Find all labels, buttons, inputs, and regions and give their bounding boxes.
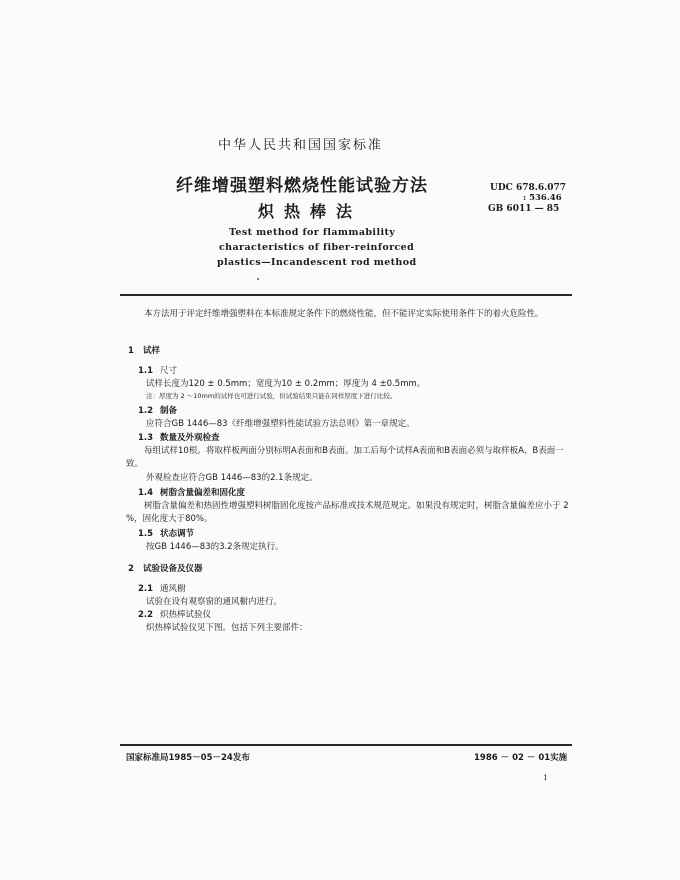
document-subtitle: 炽热棒法 [258,202,363,221]
document-title: 纤维增强塑料燃烧性能试验方法 [176,176,428,196]
section-1-1-number: 1.1 [138,366,154,376]
section-2-1-title: 通风橱 [160,584,186,594]
page-number: 1 [543,773,548,782]
standard-name: 中华人民共和国国家标准 [218,138,384,153]
section-1-3-text-1: 每组试样10根。将取样板两面分别标明A表面和B表面。加工后每个试样A表面和B表面必须与取样板A、B表面一致。 [126,446,564,469]
effective-date: 1986 － 02 － 01实施 [474,753,568,763]
section-1-number: 1 [128,346,134,356]
section-2-1-number: 2.1 [138,584,154,594]
english-title-line-1: Test method for flammability [229,227,396,238]
section-1-2-number: 1.2 [138,406,154,416]
section-1-1-title: 尺寸 [160,366,178,376]
udc-code: UDC 678.6.077 [490,183,567,193]
section-1-4-number: 1.4 [138,488,154,498]
udc-subcode: : 536.46 [523,193,562,203]
section-2-2-text: 炽热棒试验仪见下图。包括下列主要部件： [146,623,308,633]
issue-date: 国家标准局1985－05－24发布 [126,753,250,763]
header-divider [120,294,572,296]
section-1-1-note: 注：厚度为 2 ～10mm的试样也可进行试验，但试验结果只能在同样厚度下进行比较。 [146,392,397,400]
intro-paragraph: 本方法用于评定纤维增强塑料在本标准规定条件下的燃烧性能，但不能评定实际使用条件下的着火危险性。 [144,309,544,319]
section-2-2-number: 2.2 [138,610,154,620]
section-2-title: 试验设备及仪器 [143,564,203,574]
stray-mark [257,278,259,280]
section-1-3-number: 1.3 [138,433,154,443]
section-1-4-text: 树脂含量偏差和热固性增强塑料树脂固化度按产品标准或技术规范规定。如果没有规定时，树脂含量偏差应小于 2 %，固化度大于80%。 [126,501,569,524]
section-1-3-title: 数量及外观检查 [160,433,220,443]
section-1-5-number: 1.5 [138,529,154,539]
section-1-3-text-2: 外观检查应符合GB 1446—83的2.1条规定。 [146,473,318,483]
footer-divider [120,744,572,746]
section-1-4-title: 树脂含量偏差和固化度 [160,488,246,498]
section-1-title: 试样 [143,346,161,356]
section-1-5-text: 按GB 1446—83的3.2条规定执行。 [146,542,284,552]
section-2-1-text: 试验在设有观察窗的通风橱内进行。 [146,597,283,607]
section-1-5-title: 状态调节 [160,529,195,539]
section-1-2-text: 应符合GB 1446—83《纤维增强塑料性能试验方法总则》第一章规定。 [146,419,415,429]
gb-code: GB 6011 — 85 [488,204,560,214]
section-1-1-text: 试样长度为120 ± 0.5mm；宽度为10 ± 0.2mm；厚度为 4 ±0.5mm。 [146,379,426,389]
section-1-2-title: 制备 [160,406,178,416]
english-title-line-3: plastics—Incandescent rod method [217,257,417,268]
section-2-number: 2 [128,564,134,574]
section-2-2-title: 炽热棒试验仪 [160,610,212,620]
english-title-line-2: characteristics of fiber-reinforced [219,242,415,253]
